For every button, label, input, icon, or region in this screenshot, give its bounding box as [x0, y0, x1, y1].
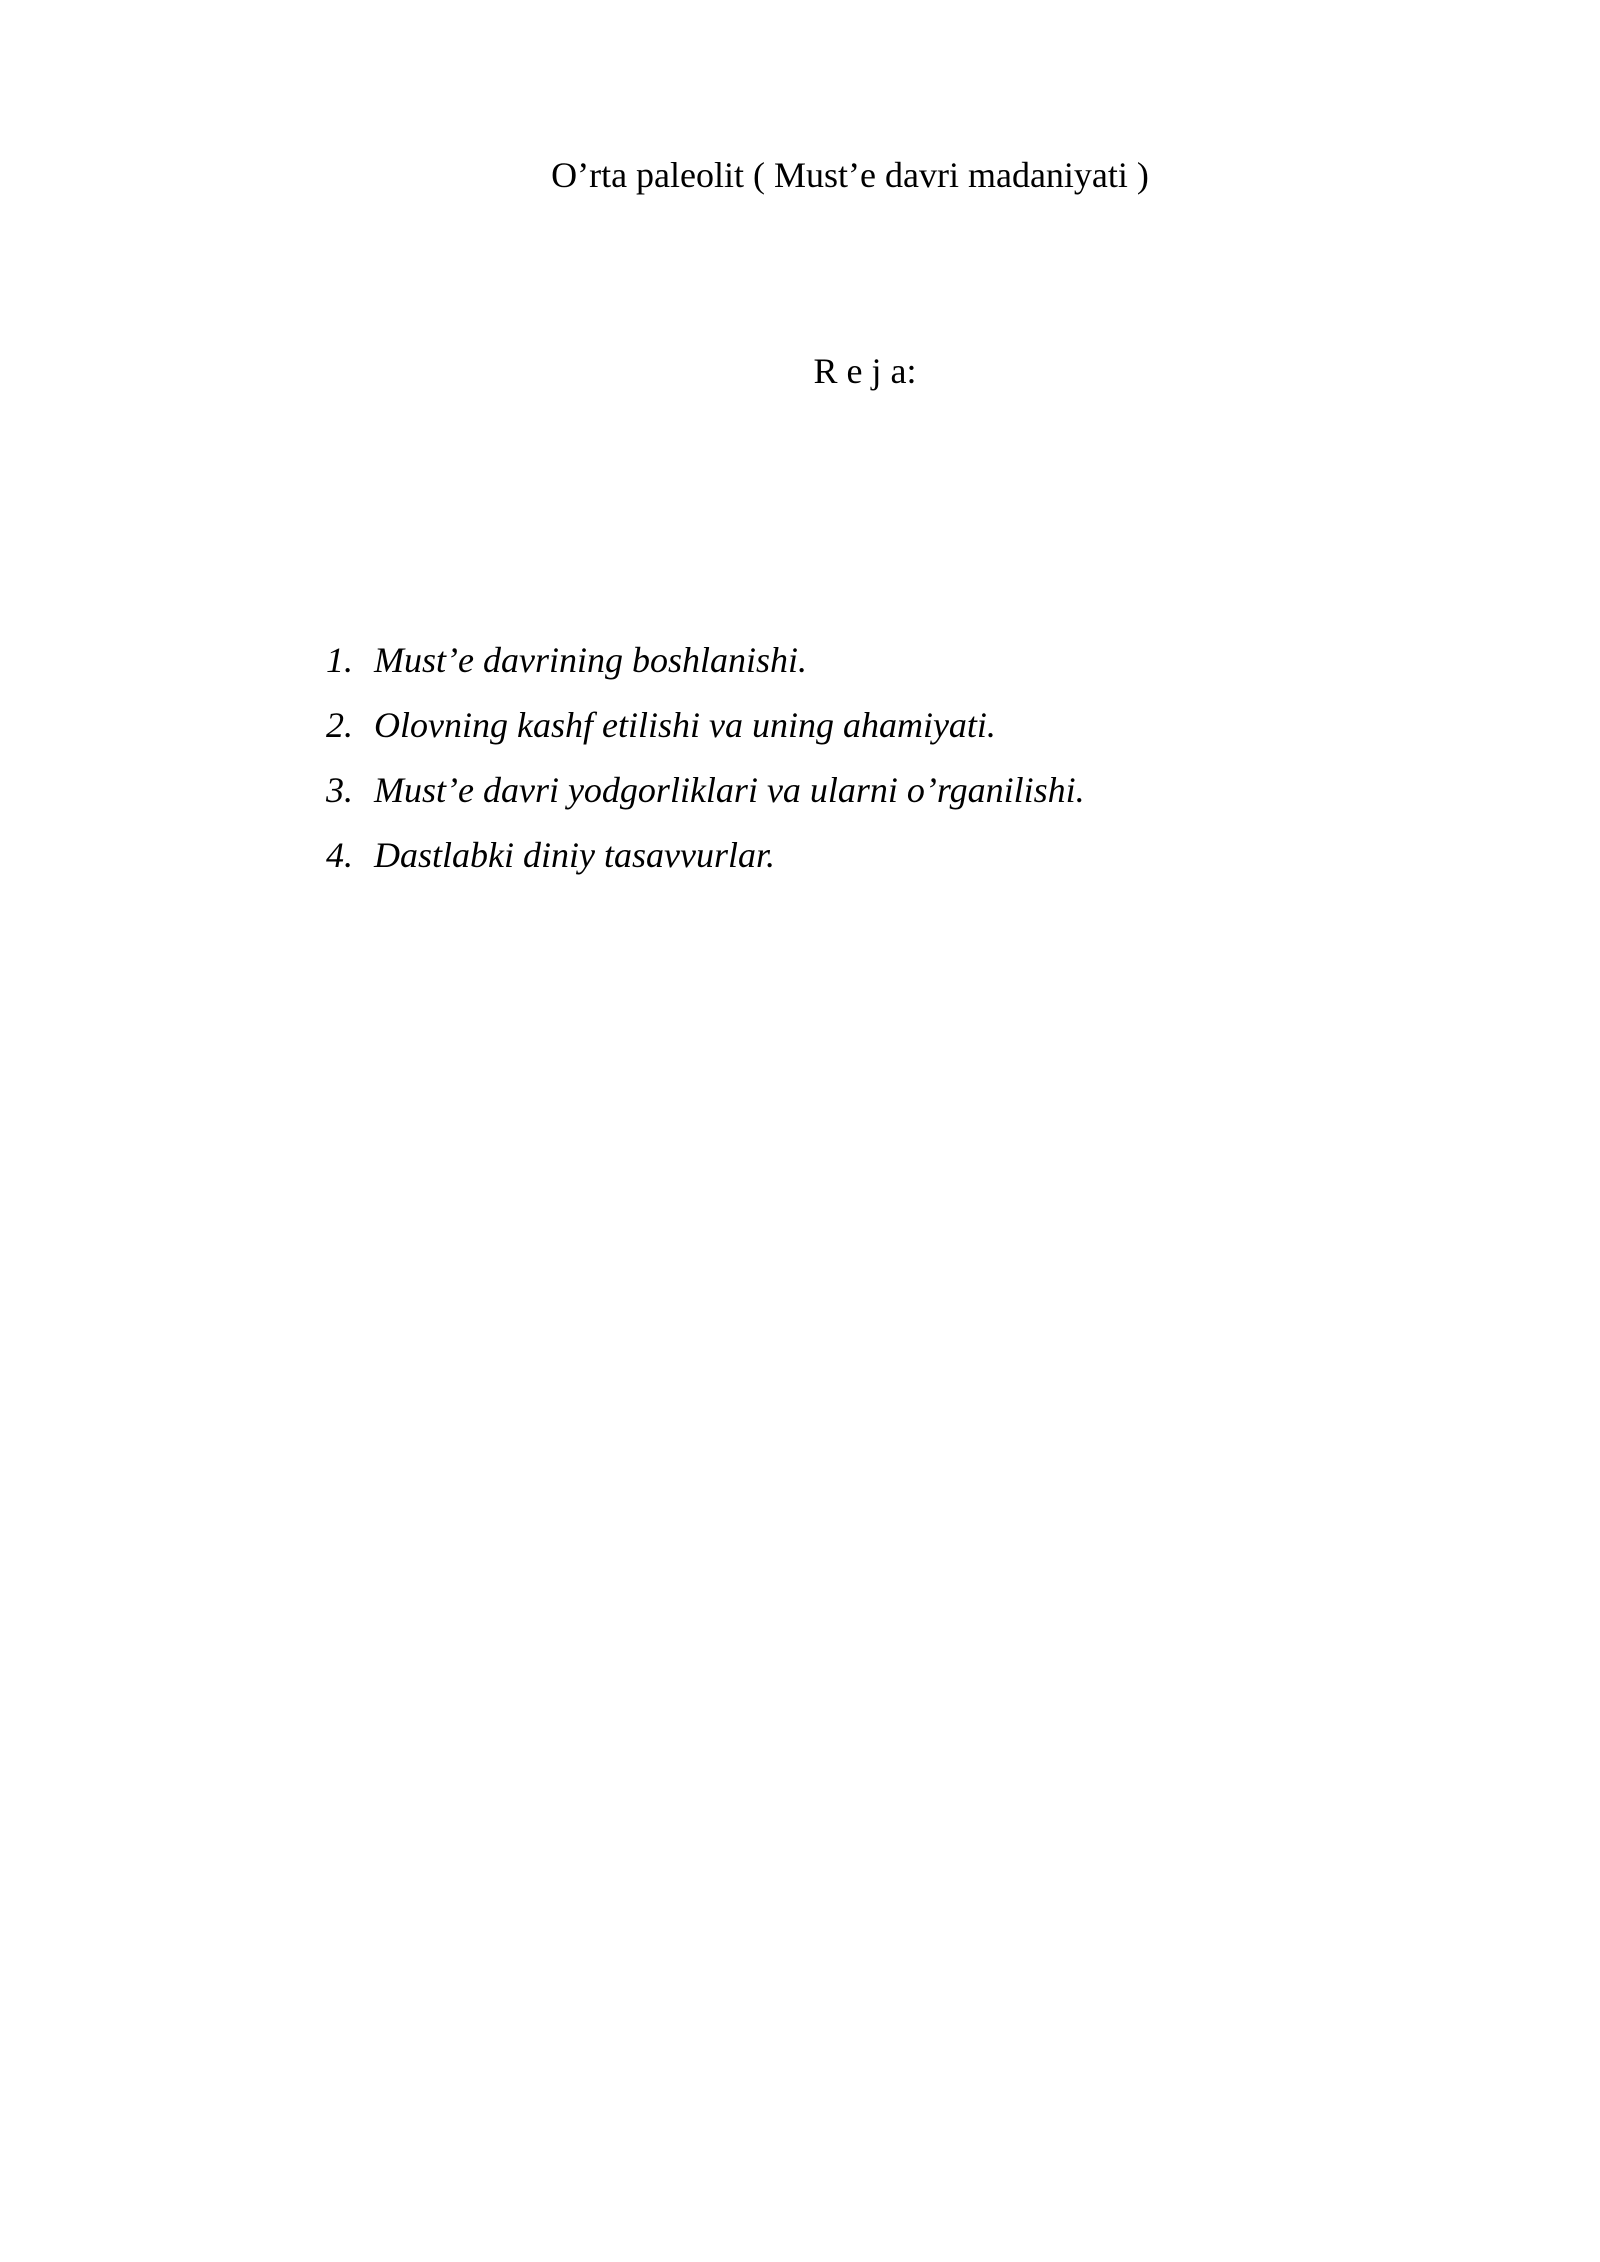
plan-item	[326, 628, 1426, 693]
plan-item-text: Dastlabki diniy tasavvurlar.	[374, 835, 775, 875]
plan-item-number: 4.	[326, 835, 353, 875]
plan-item	[326, 758, 1426, 823]
document-title: O’rta paleolit ( Must’e davri madaniyati )	[551, 155, 1149, 195]
plan-item-text: Olovning kashf etilishi va uning ahamiyati.	[374, 705, 996, 745]
plan-item-number: 2.	[326, 705, 353, 745]
plan-heading: R e j a:	[813, 351, 917, 391]
plan-item-number: 1.	[326, 640, 353, 680]
plan-item	[326, 693, 1426, 758]
plan-item-text: Must’e davri yodgorliklari va ularni o’rganilishi.	[374, 770, 1085, 810]
plan-item	[326, 823, 1426, 888]
plan-item-text: Must’e davrining boshlanishi.	[374, 640, 807, 680]
plan-item-number: 3.	[326, 770, 353, 810]
plan-list	[326, 628, 1426, 888]
